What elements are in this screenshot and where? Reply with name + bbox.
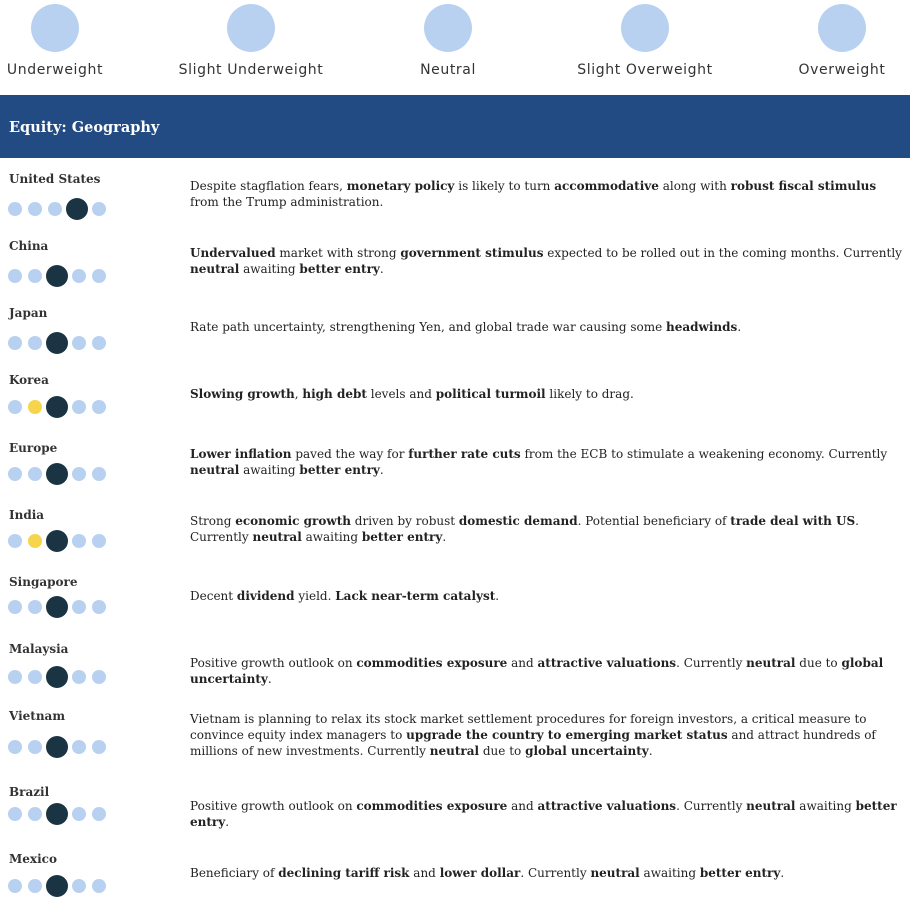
legend-label: Overweight <box>798 62 886 78</box>
rating-dot-icon <box>8 336 22 350</box>
legend-slight-underweight <box>161 4 341 78</box>
rating-indicator <box>7 332 117 354</box>
section-title: Equity: Geography <box>9 119 160 136</box>
description-emphasis: Lack near-term catalyst <box>335 589 496 603</box>
rating-dot-icon <box>8 269 22 283</box>
description-emphasis: Undervalued <box>190 246 276 260</box>
description-emphasis: dividend <box>236 589 295 603</box>
rating-dot-active-icon <box>46 265 68 287</box>
description-text: due to <box>795 656 842 670</box>
country-name: Malaysia <box>9 642 69 656</box>
rating-dot-active-icon <box>46 666 68 688</box>
description-emphasis: neutral <box>429 744 480 758</box>
description-text: from the ECB to stimulate a weakening economy. Currently <box>520 447 888 461</box>
rating-dot-icon <box>72 534 86 548</box>
rating-dot-icon <box>92 879 106 893</box>
country-description <box>190 711 902 759</box>
rating-dot-icon <box>92 740 106 754</box>
description-text: from the Trump administration. <box>190 195 384 209</box>
rating-dot-icon <box>8 467 22 481</box>
description-text: and <box>507 799 538 813</box>
description-emphasis: upgrade the country to emerging market status <box>406 728 728 742</box>
country-description <box>190 513 902 545</box>
description-emphasis: better entry <box>361 530 443 544</box>
description-text: Positive growth outlook on <box>190 656 357 670</box>
description-text: expected to be rolled out in the coming months. Currently <box>543 246 902 260</box>
description-emphasis: domestic demand <box>458 514 578 528</box>
description-text: . Potential beneficiary of <box>577 514 731 528</box>
description-text: and <box>507 656 538 670</box>
rating-dot-active-icon <box>46 530 68 552</box>
description-emphasis: neutral <box>190 463 240 477</box>
rating-dot-yellow-icon <box>28 400 42 414</box>
description-emphasis: declining tariff risk <box>278 866 410 880</box>
slight-underweight-circle-icon <box>227 4 275 52</box>
country-description <box>190 245 902 277</box>
description-emphasis: robust fiscal stimulus <box>730 179 877 193</box>
description-text: driven by robust <box>350 514 459 528</box>
country-name: Vietnam <box>9 709 66 723</box>
description-emphasis: neutral <box>590 866 640 880</box>
description-text: likely to drag. <box>545 387 634 401</box>
slight-overweight-circle-icon <box>621 4 669 52</box>
rating-indicator <box>7 265 117 287</box>
country-name: China <box>9 239 49 253</box>
rating-dot-icon <box>72 400 86 414</box>
description-emphasis: attractive valuations <box>537 656 677 670</box>
rating-dot-icon <box>92 807 106 821</box>
country-name: Japan <box>9 306 48 320</box>
country-name: Brazil <box>9 785 50 799</box>
legend-underweight <box>0 4 145 78</box>
rating-dot-icon <box>72 740 86 754</box>
rating-indicator <box>7 875 117 897</box>
description-text: Beneficiary of <box>190 866 279 880</box>
rating-dot-icon <box>92 269 106 283</box>
country-name: Europe <box>9 441 58 455</box>
description-emphasis: neutral <box>252 530 302 544</box>
rating-dot-icon <box>92 670 106 684</box>
description-text: awaiting <box>795 799 856 813</box>
description-text: and attract hundreds of millions of new investments. Currently <box>190 728 876 758</box>
description-text: . <box>495 589 500 603</box>
rating-dot-icon <box>28 467 42 481</box>
country-description <box>190 865 902 881</box>
rating-indicator <box>7 666 117 688</box>
rating-dot-icon <box>72 670 86 684</box>
description-text: awaiting <box>239 262 300 276</box>
description-emphasis: global uncertainty <box>190 656 884 686</box>
description-text: . <box>267 672 272 686</box>
rating-dot-icon <box>92 336 106 350</box>
description-emphasis: better entry <box>299 262 380 276</box>
description-emphasis: attractive valuations <box>537 799 677 813</box>
description-text: is likely to turn <box>454 179 555 193</box>
rating-dot-active-icon <box>46 875 68 897</box>
country-description <box>190 798 902 830</box>
description-text: . <box>780 866 785 880</box>
rating-dot-icon <box>28 670 42 684</box>
description-text: awaiting <box>639 866 700 880</box>
description-text: levels and <box>366 387 436 401</box>
country-name: Singapore <box>9 575 78 589</box>
description-emphasis: trade deal with US <box>730 514 856 528</box>
legend-label: Underweight <box>6 62 104 78</box>
country-description <box>190 386 902 402</box>
description-emphasis: headwinds <box>666 320 738 334</box>
rating-dot-active-icon <box>46 396 68 418</box>
description-text: and <box>409 866 440 880</box>
description-text: . Currently <box>520 866 591 880</box>
country-description <box>190 446 902 478</box>
description-text: Despite stagflation fears, <box>190 179 347 193</box>
description-text: . <box>737 320 742 334</box>
description-emphasis: better entry <box>299 463 380 477</box>
rating-dot-icon <box>8 534 22 548</box>
description-text: Vietnam is planning to relax its stock market settlement procedures for foreign investors, a critical measure to convince equity index managers to <box>190 712 867 742</box>
description-emphasis: high debt <box>302 387 367 401</box>
description-text: market with strong <box>275 246 401 260</box>
legend-neutral <box>358 4 538 78</box>
rating-dot-icon <box>72 807 86 821</box>
rating-legend <box>0 0 910 95</box>
rating-dot-icon <box>28 336 42 350</box>
rating-dot-icon <box>92 202 106 216</box>
rating-dot-active-icon <box>46 463 68 485</box>
legend-label: Neutral <box>420 62 476 78</box>
country-name: Korea <box>9 373 49 387</box>
country-name: United States <box>9 172 101 186</box>
description-text: . <box>648 744 653 758</box>
rating-dot-icon <box>92 400 106 414</box>
description-emphasis: neutral <box>746 656 796 670</box>
underweight-circle-icon <box>31 4 79 52</box>
legend-overweight <box>752 4 910 78</box>
description-text: awaiting <box>301 530 362 544</box>
description-text: due to <box>479 744 526 758</box>
description-text: . <box>379 463 384 477</box>
description-emphasis: government stimulus <box>400 246 544 260</box>
rating-dot-icon <box>28 202 42 216</box>
rating-dot-yellow-icon <box>28 534 42 548</box>
description-emphasis: commodities exposure <box>356 799 508 813</box>
description-text: . Currently <box>676 656 747 670</box>
rating-dot-active-icon <box>46 596 68 618</box>
description-emphasis: neutral <box>190 262 240 276</box>
rating-dot-icon <box>92 467 106 481</box>
legend-slight-overweight <box>555 4 735 78</box>
rating-dot-icon <box>72 336 86 350</box>
rating-dot-icon <box>92 600 106 614</box>
rating-dot-icon <box>8 807 22 821</box>
country-description <box>190 178 902 210</box>
description-emphasis: lower dollar <box>439 866 521 880</box>
description-text: , <box>294 387 303 401</box>
description-emphasis: better entry <box>699 866 781 880</box>
rating-dot-active-icon <box>66 198 88 220</box>
description-text: . <box>379 262 384 276</box>
rating-indicator <box>7 803 117 825</box>
description-text: awaiting <box>239 463 300 477</box>
description-emphasis: commodities exposure <box>356 656 508 670</box>
rating-indicator <box>7 530 117 552</box>
rating-dot-active-icon <box>46 332 68 354</box>
description-text: Strong <box>190 514 236 528</box>
legend-label: Slight Overweight <box>577 62 713 78</box>
rating-dot-icon <box>28 269 42 283</box>
rating-indicator <box>7 736 117 758</box>
description-text: . Currently <box>190 514 859 544</box>
description-text: . Currently <box>676 799 747 813</box>
description-text: Positive growth outlook on <box>190 799 357 813</box>
country-name: Mexico <box>9 852 57 866</box>
rating-dot-icon <box>8 670 22 684</box>
rating-dot-icon <box>8 202 22 216</box>
country-description <box>190 319 902 335</box>
description-emphasis: global uncertainty <box>525 744 649 758</box>
description-text: . <box>225 815 230 829</box>
rating-dot-icon <box>8 400 22 414</box>
description-emphasis: further rate cuts <box>408 447 521 461</box>
rating-dot-icon <box>48 202 62 216</box>
description-text: Decent <box>190 589 237 603</box>
description-emphasis: accommodative <box>554 179 659 193</box>
rating-dot-icon <box>8 600 22 614</box>
rating-indicator <box>7 396 117 418</box>
rating-dot-icon <box>72 467 86 481</box>
country-description <box>190 655 902 687</box>
rating-indicator <box>7 198 117 220</box>
rating-dot-icon <box>28 740 42 754</box>
rating-dot-icon <box>8 740 22 754</box>
description-emphasis: better entry <box>190 799 897 829</box>
rating-indicator <box>7 463 117 485</box>
description-emphasis: monetary policy <box>346 179 455 193</box>
rating-dot-icon <box>28 879 42 893</box>
rating-dot-icon <box>28 807 42 821</box>
country-name: India <box>9 508 45 522</box>
description-text: . <box>442 530 447 544</box>
description-emphasis: Lower inflation <box>190 447 292 461</box>
rating-dot-icon <box>8 879 22 893</box>
rating-indicator <box>7 596 117 618</box>
description-emphasis: Slowing growth <box>190 387 295 401</box>
overweight-circle-icon <box>818 4 866 52</box>
description-emphasis: economic growth <box>235 514 351 528</box>
legend-label: Slight Underweight <box>178 62 324 78</box>
description-text: Rate path uncertainty, strengthening Yen, and global trade war causing some <box>190 320 667 334</box>
rating-dot-icon <box>28 600 42 614</box>
rating-dot-icon <box>72 600 86 614</box>
rating-dot-icon <box>72 879 86 893</box>
rating-dot-active-icon <box>46 736 68 758</box>
rating-dot-active-icon <box>46 803 68 825</box>
description-emphasis: political turmoil <box>435 387 546 401</box>
rating-dot-icon <box>72 269 86 283</box>
neutral-circle-icon <box>424 4 472 52</box>
country-description <box>190 588 902 604</box>
description-text: paved the way for <box>291 447 409 461</box>
rating-dot-icon <box>92 534 106 548</box>
description-emphasis: neutral <box>746 799 796 813</box>
description-text: along with <box>658 179 731 193</box>
section-header <box>0 95 910 158</box>
description-text: yield. <box>294 589 336 603</box>
